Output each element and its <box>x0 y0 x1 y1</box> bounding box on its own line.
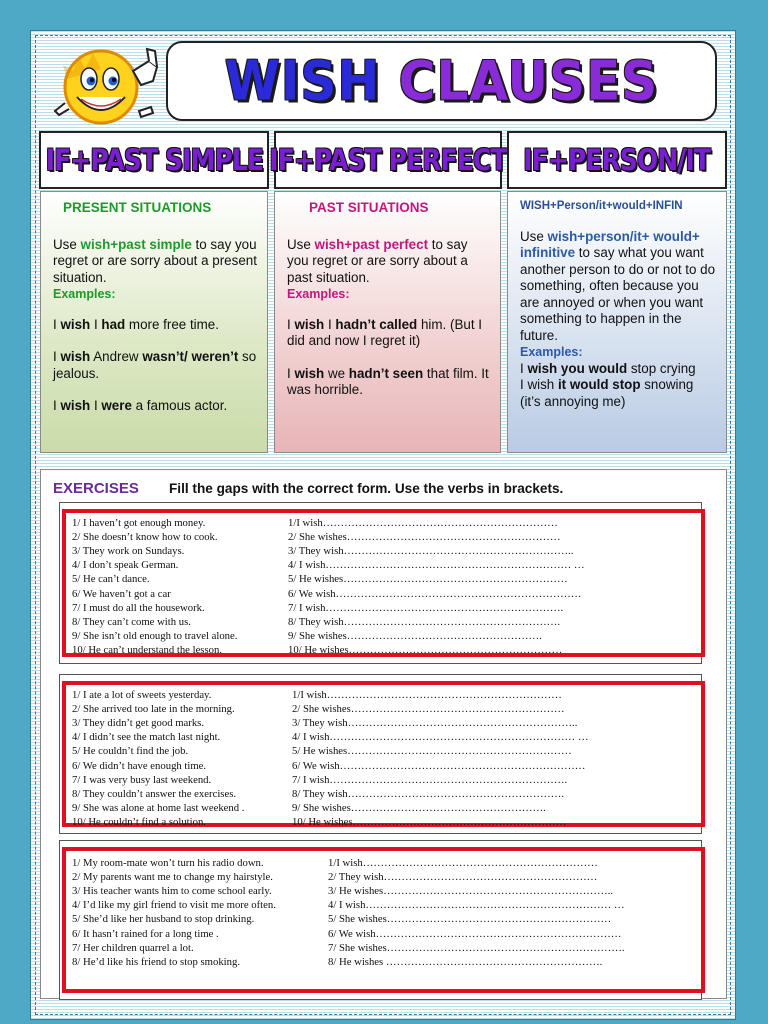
exercise-prompt: 4/ I didn’t see the match last night. <box>72 731 221 744</box>
exercise-block-1 <box>59 502 702 664</box>
exercise-answer-line[interactable]: 4/ I wish…………………………………………………………… … <box>288 559 585 572</box>
exercise-prompt: 7/ I was very busy last weekend. <box>72 773 212 786</box>
worksheet-page <box>30 30 736 1020</box>
exercise-answer-line[interactable]: 6/ We wish…………………………………………………………… <box>292 759 586 772</box>
title-banner <box>166 41 717 121</box>
present-situations-box <box>40 191 268 453</box>
exercise-answer-line[interactable]: 1/I wish………………………………………………………… <box>288 517 558 529</box>
exercise-prompt: 7/ I must do all the housework. <box>72 601 205 614</box>
examples-label: Examples: <box>520 345 583 359</box>
exercise-prompt: 1/ My room-mate won’t turn his radio down. <box>72 857 264 869</box>
example-1: I wish I had more free time. <box>53 316 219 332</box>
exercise-prompt: 8/ They couldn’t answer the exercises. <box>72 787 237 800</box>
column-header-person-it <box>507 131 727 189</box>
exercise-prompt: 1/ I haven’t got enough money. <box>72 517 206 529</box>
smiley-thumbs-up-icon <box>53 41 163 145</box>
exercise-answer-line[interactable]: 9/ She wishes………………………………………………. <box>288 629 542 642</box>
exercise-block-frame <box>62 509 705 657</box>
exercise-prompt: 9/ She was alone at home last weekend . <box>72 801 245 814</box>
exercise-prompt: 7/ Her children quarrel a lot. <box>72 941 194 954</box>
examples-label: Examples: <box>287 287 350 301</box>
exercise-answer-line[interactable]: 8/ They wish……………………………………………………. <box>292 787 565 800</box>
example-3: I wish I were a famous actor. <box>53 398 228 413</box>
exercise-prompt: 3/ They didn’t get good marks. <box>72 717 204 730</box>
exercise-answer-line[interactable]: 8/ He wishes ……………………………………………………. <box>328 955 603 968</box>
exercise-answer-line[interactable]: 4/ I wish…………………………………………………………… … <box>328 899 625 912</box>
column-header-past-perfect <box>269 131 507 189</box>
person-it-box <box>507 191 727 453</box>
column-header-past-simple <box>39 131 269 189</box>
exercises-panel <box>40 469 727 999</box>
exercise-prompt: 2/ My parents want me to change my hairstyle. <box>72 871 273 884</box>
exercise-answer-line[interactable]: 3/ They wish……………………………………………………….. <box>288 545 574 558</box>
exercise-prompt: 2/ She arrived too late in the morning. <box>72 703 235 716</box>
exercise-answer-line[interactable]: 4/ I wish…………………………………………………………… … <box>292 731 589 744</box>
column-header-text: IF+PAST PERFECT <box>269 143 507 177</box>
exercise-answer-line[interactable]: 5/ He wishes……………………………………………………… <box>288 573 568 586</box>
exercise-prompt: 4/ I’d like my girl friend to visit me more often. <box>72 899 276 912</box>
exercise-answer-line[interactable]: 7/ I wish…………………………………………………………. <box>292 773 568 786</box>
exercise-prompt: 6/ It hasn’t rained for a long time . <box>72 927 219 940</box>
exercise-prompt: 1/ I ate a lot of sweets yesterday. <box>72 689 212 701</box>
past-situations-box <box>274 191 501 453</box>
exercise-answer-line[interactable]: 5/ He wishes……………………………………………………… <box>292 745 572 758</box>
exercise-prompt: 3/ They work on Sundays. <box>72 545 185 558</box>
exercise-answer-line[interactable]: 8/ They wish……………………………………………………. <box>288 615 561 628</box>
example-2: I wish we hadn’t seen that film. It was horrible. <box>287 365 489 397</box>
rule-text <box>53 237 257 287</box>
exercise-block-3 <box>59 840 702 1000</box>
box-title: PRESENT SITUATIONS <box>63 200 212 215</box>
rule-text <box>287 237 490 287</box>
exercise-block-2 <box>59 674 702 834</box>
exercise-answer-line[interactable]: 7/ I wish…………………………………………………………. <box>288 601 564 614</box>
exercise-answer-line[interactable]: 1/I wish………………………………………………………… <box>328 857 598 869</box>
rule-pre: Use <box>53 236 81 252</box>
exercise-answer-line[interactable]: 3/ He wishes……………………………………………………….. <box>328 885 613 898</box>
exercise-prompt: 10/ He can’t understand the lesson. <box>72 643 222 656</box>
rule-post: to say you regret or are sorry about a present situation. <box>53 236 257 285</box>
box-title: WISH+Person/it+would+INFIN <box>520 200 683 212</box>
exercise-answer-line[interactable]: 2/ They wish…………………………………………………… <box>328 871 598 884</box>
rule-pre: Use <box>287 236 315 252</box>
exercise-block-frame <box>62 681 705 827</box>
exercise-prompt: 8/ They can’t come with us. <box>72 615 191 628</box>
column-header-text: IF+PERSON/IT <box>523 143 711 177</box>
rule-key: wish+past simple <box>80 236 192 252</box>
rule-pre: Use <box>520 228 548 244</box>
exercise-answer-line[interactable]: 5/ She wishes……………………………………………………… <box>328 913 612 926</box>
exercise-answer-line[interactable]: 10/ He wishes…………………………………………………… <box>292 815 567 828</box>
rule-post: to say what you want another person to do or not to do something, often because you are annoyed or when you want something to happen in the future. <box>520 245 716 343</box>
exercise-prompt: 5/ She’d like her husband to stop drinking. <box>72 913 255 926</box>
rule-key: wish+person/it+ would+ infinitive <box>520 228 700 260</box>
exercise-prompt: 5/ He couldn’t find the job. <box>72 745 189 758</box>
exercise-answer-line[interactable]: 10/ He wishes…………………………………………………… <box>288 643 563 656</box>
title-word-clauses: CLAUSES <box>398 49 659 113</box>
exercise-answer-line[interactable]: 2/ She wishes…………………………………………………… <box>288 531 561 544</box>
rule-key: wish+past perfect <box>314 236 429 252</box>
example-2: I wish Andrew wasn’t/ weren’t so jealous. <box>53 349 257 381</box>
examples-label: Examples: <box>53 287 116 301</box>
exercise-answer-line[interactable]: 2/ She wishes…………………………………………………… <box>292 703 565 716</box>
rule-text <box>520 229 716 345</box>
example-1: I wish I hadn’t called him. (But I did and now I regret it) <box>287 316 482 348</box>
exercise-prompt: 4/ I don’t speak German. <box>72 559 179 572</box>
exercise-prompt: 8/ He’d like his friend to stop smoking. <box>72 955 241 968</box>
exercise-answer-line[interactable]: 7/ She wishes…………………………………………………………. <box>328 941 625 954</box>
example-2: I wish it would stop snowing (it’s annoying me) <box>520 377 694 409</box>
example-1: I wish you would stop crying <box>520 360 696 376</box>
exercises-instruction: Fill the gaps with the correct form. Use the verbs in brackets. <box>169 481 564 496</box>
column-header-text: IF+PAST SIMPLE <box>45 143 263 177</box>
exercise-answer-line[interactable]: 6/ We wish…………………………………………………………… <box>328 927 622 940</box>
exercise-block-frame <box>62 847 705 993</box>
exercise-answer-line[interactable]: 6/ We wish…………………………………………………………… <box>288 587 582 600</box>
exercise-answer-line[interactable]: 9/ She wishes………………………………………………. <box>292 801 546 814</box>
exercise-prompt: 3/ His teacher wants him to come school early. <box>72 885 272 898</box>
exercise-prompt: 5/ He can’t dance. <box>72 573 150 586</box>
exercise-answer-line[interactable]: 1/I wish………………………………………………………… <box>292 689 562 701</box>
exercise-prompt: 6/ We didn’t have enough time. <box>72 759 207 772</box>
page-title <box>225 50 659 113</box>
rule-post: to say you regret or are sorry about a past situation. <box>287 236 468 285</box>
exercises-heading: EXERCISES <box>53 480 139 497</box>
exercise-prompt: 10/ He couldn’t find a solution. <box>72 815 206 828</box>
exercise-prompt: 2/ She doesn’t know how to cook. <box>72 531 218 544</box>
exercise-prompt: 9/ She isn’t old enough to travel alone. <box>72 629 238 642</box>
exercise-answer-line[interactable]: 3/ They wish……………………………………………………….. <box>292 717 578 730</box>
box-title: PAST SITUATIONS <box>309 200 429 215</box>
title-word-wish: WISH <box>224 49 381 113</box>
exercise-prompt: 6/ We haven’t got a car <box>72 587 171 600</box>
